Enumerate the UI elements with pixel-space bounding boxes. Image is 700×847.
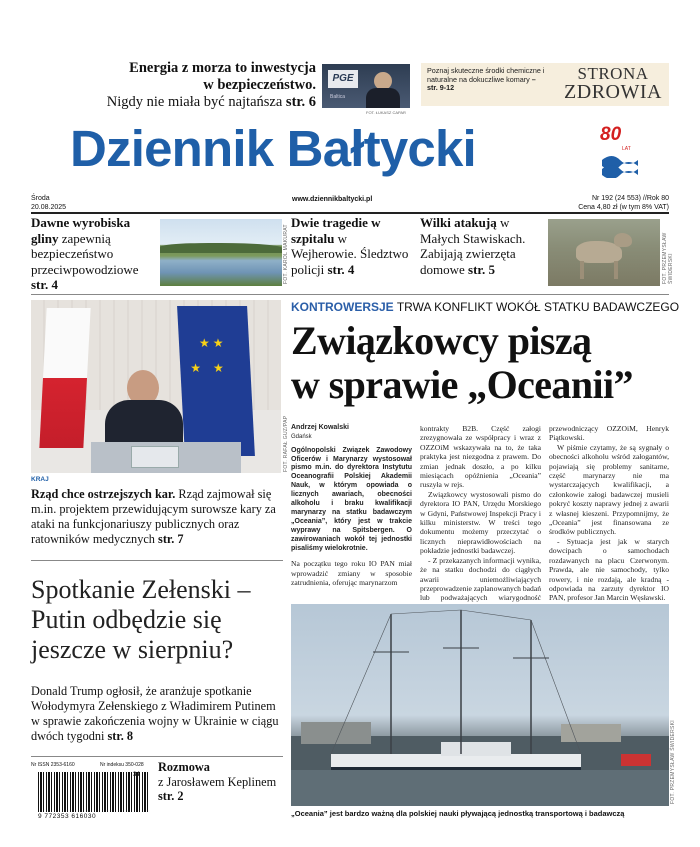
main-col-3: [549, 424, 669, 612]
kraj-body: Rząd zajmował się m.in. projektem przewidującym surowsze kary za ataki na funkcjonariuszy publicznych oraz ratowników medycznych: [31, 487, 276, 546]
wave-icon: [600, 152, 640, 178]
kraj-headline: Rząd chce ostrzejszych kar.: [31, 487, 176, 501]
zelenski-story[interactable]: [31, 684, 283, 744]
interview-teaser[interactable]: [158, 760, 278, 804]
anniversary-badge: [600, 122, 640, 182]
dateline-price: Cena 4,80 zł (w tym 8% VAT): [578, 203, 669, 211]
top-story-1-rest: zapewnią bezpieczeństwo przeciwpowodziowe: [31, 230, 139, 277]
kraj-story[interactable]: [31, 487, 283, 547]
promo-page-ref: – str. 9-12: [427, 74, 536, 93]
kraj-section-label: KRAJ: [31, 476, 49, 483]
top-story-3-page-ref: str. 5: [468, 261, 495, 277]
top-story-1-page-ref: str. 4: [31, 277, 58, 292]
main-kicker-label: KONTROWERSJE: [291, 300, 394, 314]
barcode-number: 9 772353 616030: [38, 813, 97, 820]
kraj-photo-credit: FOT. RAFAŁ GUZ/PAP: [283, 415, 289, 472]
top-story-1[interactable]: [31, 215, 157, 293]
top-teaser-headline-1: Energia z morza to inwestycja: [129, 60, 316, 76]
top-teaser-photo-credit: FOT. ŁUKASZ CAPAR: [366, 110, 406, 115]
main-headline-line-2: w sprawie „Oceanii”: [291, 362, 633, 407]
top-teaser-photo[interactable]: [322, 64, 410, 108]
top-story-3-photo[interactable]: [548, 219, 660, 286]
top-teaser-subline: Nigdy nie miała być najtańsza: [106, 94, 283, 110]
top-story-1-photo[interactable]: [160, 219, 282, 286]
top-teaser-photo-sublabel: Baltica: [330, 94, 346, 100]
top-story-2-bold: Dwie tragedie w szpitalu: [291, 215, 381, 246]
supplement-line-1: STRONA: [577, 64, 649, 83]
zelenski-headline[interactable]: Spotkanie Zełenski – Putin odbędzie się jeszcze w sierpniu?: [31, 575, 251, 664]
main-col-3-p2: W piśmie czytamy, że są sygnały o obecności alkoholu wśród załogantów, pojawiają się problemy sanitarne, część marynarzy nie ma wystarczających kwalifikacji, a członkowie załogi badawczej musieli pokryć koszty naprawy jednej z awarii z własnej kieszeni. Przypomnijmy, że „Oceania” jest finansowana ze środków publicznych.: [549, 442, 669, 537]
wolf-head: [614, 233, 632, 247]
person-suit: [366, 88, 400, 108]
top-story-3-rest: w Małych Stawiskach. Zabijają zwierzęta domowe: [420, 215, 526, 277]
promo-text: Poznaj skuteczne środki chemiczne i naturalne na dokuczliwe komary: [427, 66, 545, 84]
top-story-2[interactable]: [291, 215, 411, 277]
top-teaser[interactable]: [96, 60, 316, 111]
top-story-3-photo-credit: FOT. PRZEMYSŁAW ŚWIDERSKI: [662, 232, 674, 284]
anniversary-label: LAT: [622, 146, 631, 152]
main-author-city: Gdańsk: [291, 433, 312, 440]
main-col-1: [291, 424, 412, 588]
poland-flag: [39, 308, 90, 448]
dateline-weekday: Środa: [31, 195, 50, 202]
top-story-2-page-ref: str. 4: [327, 261, 355, 277]
masthead-title[interactable]: Dziennik Bałtycki: [70, 120, 476, 177]
index-number: Nr indeksu 350-028: [100, 762, 144, 768]
top-story-1-bold: Dawne wyrobiska gliny: [31, 215, 131, 246]
main-photo[interactable]: [291, 604, 669, 806]
main-photo-credit: FOT. PRZEMYSŁAW ŚWIDERSKI: [670, 720, 676, 804]
main-photo-caption: „Oceania” jest bardzo ważną dla polskiej nauki pływającą jednostką transportową i badawczą: [291, 809, 625, 818]
anniversary-number: 80: [600, 124, 622, 145]
main-headline[interactable]: [291, 319, 669, 407]
interview-text: z Jarosławem Keplinem: [158, 774, 277, 789]
top-teaser-page-ref: str. 6: [285, 94, 316, 110]
top-story-3[interactable]: [420, 215, 546, 277]
main-col-3-p1: przewodniczący OZZOiM, Henryk Piątkowski.: [549, 424, 669, 443]
main-col-2-p2: Związkowcy wystosowali pismo do dyrektora IO PAN, Urzędu Morskiego w Gdyni, Państwowej Inspekcji Pracy i kilku ministerstw. W treści tego dokumentu możemy przeczytać o licznych nieprawidłowościach na pokładzie jednostki badawczej.: [420, 489, 541, 556]
interview-title: Rozmowa: [158, 760, 210, 774]
main-headline-line-1: Związkowcy piszą: [291, 318, 592, 363]
barcode-issue: 34: [133, 772, 140, 778]
main-kicker-rest: TRWA KONFLIKT WOKÓŁ STATKU BADAWCZEGO: [396, 300, 680, 314]
top-stories-rule: [31, 294, 669, 295]
eu-flag: ★ ★ ★ ★: [177, 306, 255, 456]
ship-illustration: [291, 604, 669, 806]
kraj-page-ref: str. 7: [158, 532, 184, 546]
zelenski-page-ref: str. 8: [107, 729, 134, 743]
main-lead: Ogólnopolski Związek Zawodowy Oficerów i Marynarzy wystosował pismo m.in. do dyrektora Instytutu Oceanografii Polskiej Akademii Nauk, w którym opowiada o licznych awariach, obecności alkoholu i braku kwalifikacji marynarzy na statku badawczym „Oceania”, który jest w trakcie wyprawy na Spitsbergen. O zawirowaniach wokół tej jednostki pisaliśmy wielokrotnie.: [291, 446, 412, 552]
dateline-issue: Nr 192 (24 553) //Rok 80: [591, 195, 669, 202]
dateline-date: 20.08.2025: [31, 203, 67, 211]
main-col-2-p1: kontrakty B2B. Część załogi zrezygnowała ze współpracy i wraz z OZZOiM wskazywała na to, że taka praktyka jest niezgodna z prawem. Do zmian jednak doszło, a po kilku miesiącach opóźnienia „Oceania” ruszyła w rejs.: [420, 424, 541, 490]
top-story-3-bold: Wilki atakują: [420, 215, 497, 230]
issn: Nr ISSN 2353-6160: [31, 762, 75, 768]
kraj-photo[interactable]: [31, 300, 281, 473]
supplement-line-2: ZDROWIA: [564, 81, 662, 103]
top-story-2-rest: w Wejherowie. Śledztwo policji: [291, 230, 409, 277]
main-col-1-body: Na początku tego roku IO PAN miał wprowadzić zmiany w sposobie zatrudnienia, oferując marynarzom: [291, 559, 412, 588]
top-teaser-headline-2: w bezpieczeństwo.: [203, 77, 316, 93]
top-story-1-photo-credit: FOT. KAROL MAKURAT: [283, 224, 289, 284]
main-kicker: [291, 300, 679, 314]
barcode: [38, 772, 150, 812]
zelenski-body: Donald Trump ogłosił, że aranżuje spotkanie Wołodymyra Zełenskiego z Władimirem Putinem w sprawie zakończenia wojny w Ukrainie w ciągu dwóch tygodni: [31, 684, 279, 743]
main-col-3-p3: - Sytuacja jest jak w starych dowcipach o samochodach rozdawanych na placu Czerwonym. Prawda, ale nie samochody, tylko rowery, i nie rozdają, ale kradną - odpowiada na zarzuty dyrektor IO PAN, profesor Jan Marcin Węsławski.: [549, 536, 669, 603]
dateline-rule: [31, 212, 669, 214]
main-author: Andrzej Kowalski: [291, 424, 349, 431]
pge-logo: PGE: [328, 70, 358, 88]
treeline: [160, 243, 282, 253]
laptop: [131, 446, 179, 468]
main-col-2: [420, 424, 541, 612]
main-col-2-p3: - Z przekazanych informacji wynika, że na statku dochodzi do ciągłych awarii uniemożliwiających przeprowadzenie zaplanowanych badań lub podważających wiarygodność: [420, 555, 542, 603]
interview-page-ref: str. 2: [158, 789, 184, 803]
website-link[interactable]: www.dziennikbaltycki.pl: [292, 196, 373, 203]
promo-box[interactable]: [421, 63, 669, 106]
